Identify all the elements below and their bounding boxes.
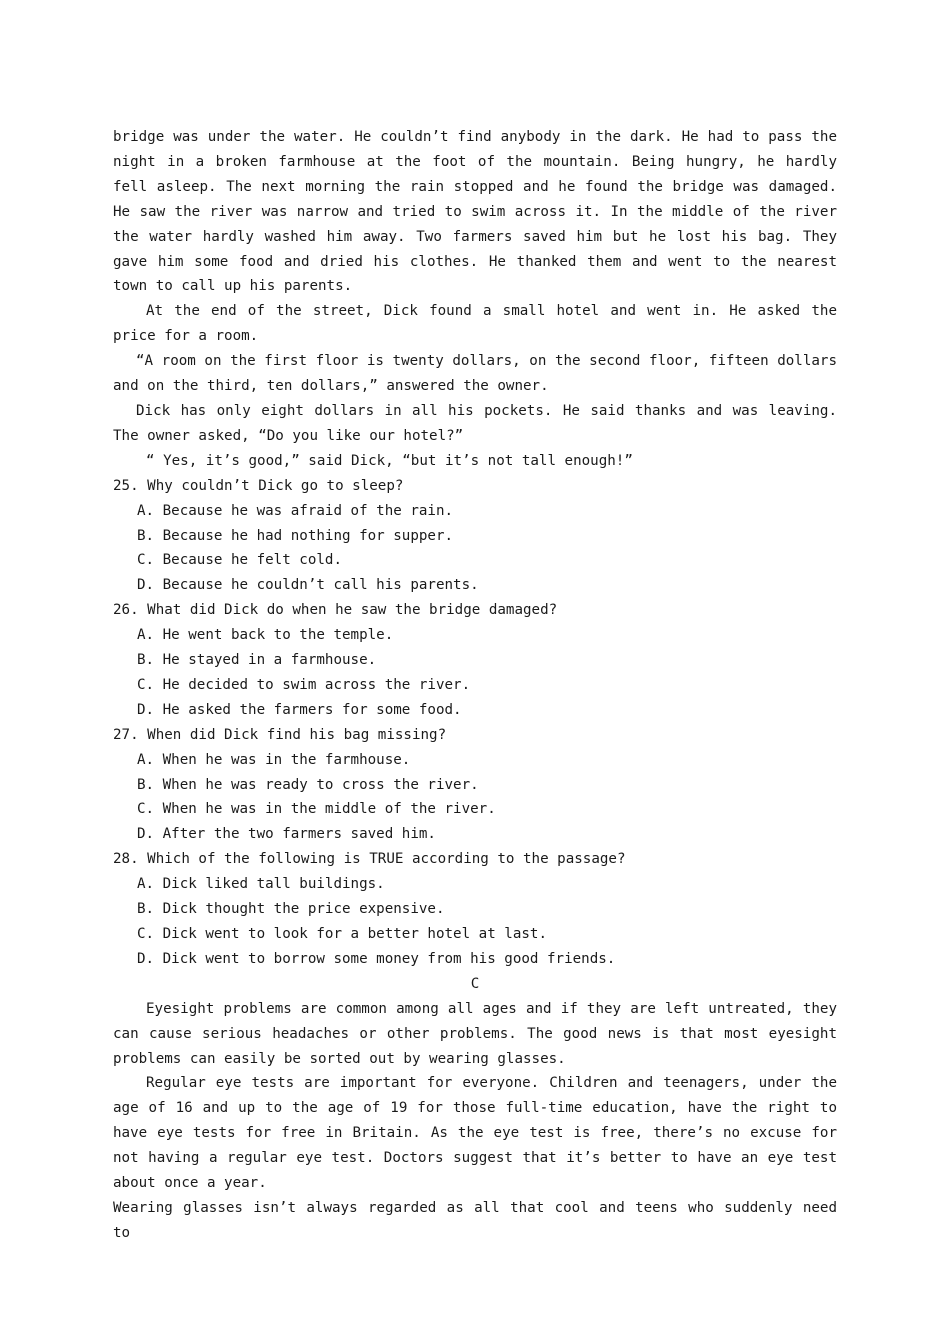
answer-option-a: A. He went back to the temple. (137, 627, 394, 644)
passage-c-paragraph-2: Regular eye tests are important for everyone. Children and teenagers, under the age of 16 and up to the age of 19 for those full-time education, have the right to have eye tests for free in Britain. As the eye test is free, there’s no excuse for not having a regular eye test. Doctors suggest that it’s better to have an eye test about once a year. (113, 1075, 837, 1192)
passage-b-paragraph-3: “A room on the first floor is twenty dollars, on the second floor, fifteen dollars and on the third, ten dollars,” answered the owner. (113, 353, 837, 395)
answer-option-c: C. Dick went to look for a better hotel at last. (137, 926, 547, 942)
passage-b (113, 125, 837, 474)
question-28 (113, 847, 837, 972)
answer-option-c: C. Because he felt cold. (137, 552, 342, 569)
answer-option-b: B. He stayed in a farmhouse. (137, 652, 377, 669)
answer-option-b: B. Because he had nothing for supper. (137, 527, 454, 544)
answer-option-b: B. When he was ready to cross the river. (137, 776, 479, 793)
passage-c-paragraph-1: Eyesight problems are common among all ages and if they are left untreated, they can cause serious headaches or other problems. The good news is that most eyesight problems can easily be sorted out by wearing glasses. (113, 1000, 837, 1067)
question-list (113, 474, 837, 972)
answer-option-a: A. Dick liked tall buildings. (137, 876, 385, 893)
answer-option-a: A. Because he was afraid of the rain. (137, 502, 454, 519)
question-stem: 27. When did Dick find his bag missing? (113, 726, 447, 743)
answer-option-b: B. Dick thought the price expensive. (137, 901, 445, 918)
question-stem: 26. What did Dick do when he saw the bridge damaged? (113, 602, 558, 619)
passage-c (113, 972, 837, 1246)
section-heading: C (470, 975, 480, 992)
question-27 (113, 723, 837, 848)
question-stem: 25. Why couldn’t Dick go to sleep? (113, 477, 404, 494)
answer-option-d: D. Dick went to borrow some money from his good friends. (137, 950, 616, 967)
answer-option-d: D. He asked the farmers for some food. (137, 701, 462, 718)
question-26 (113, 598, 837, 723)
passage-b-paragraph-2: At the end of the street, Dick found a small hotel and went in. He asked the price for a room. (113, 303, 837, 345)
passage-b-paragraph-1: bridge was under the water. He couldn’t find anybody in the dark. He had to pass the night in a broken farmhouse at the foot of the mountain. Being hungry, he hardly fell asleep. The next morning the rain stopped and he found the bridge was damaged. He saw the river was narrow and tried to swim across it. In the middle of the river the water hardly washed him away. Two farmers saved him but he lost his bag. They gave him some food and dried his clothes. He thanked them and went to the nearest town to call up his parents. (113, 129, 837, 295)
passage-b-paragraph-4: Dick has only eight dollars in all his pockets. He said thanks and was leaving. The owner asked, “Do you like our hotel?” (113, 402, 837, 444)
answer-option-d: D. Because he couldn’t call his parents. (137, 577, 479, 594)
answer-option-a: A. When he was in the farmhouse. (137, 751, 411, 768)
answer-option-c: C. He decided to swim across the river. (137, 676, 471, 693)
question-stem: 28. Which of the following is TRUE according to the passage? (113, 851, 626, 868)
passage-c-paragraph-3: Wearing glasses isn’t always regarded as all that cool and teens who suddenly need to (113, 1199, 837, 1241)
answer-option-c: C. When he was in the middle of the river. (137, 801, 496, 818)
answer-option-d: D. After the two farmers saved him. (137, 826, 436, 843)
question-25 (113, 474, 837, 599)
passage-b-paragraph-5: “ Yes, it’s good,” said Dick, “but it’s not tall enough!” (146, 452, 633, 469)
